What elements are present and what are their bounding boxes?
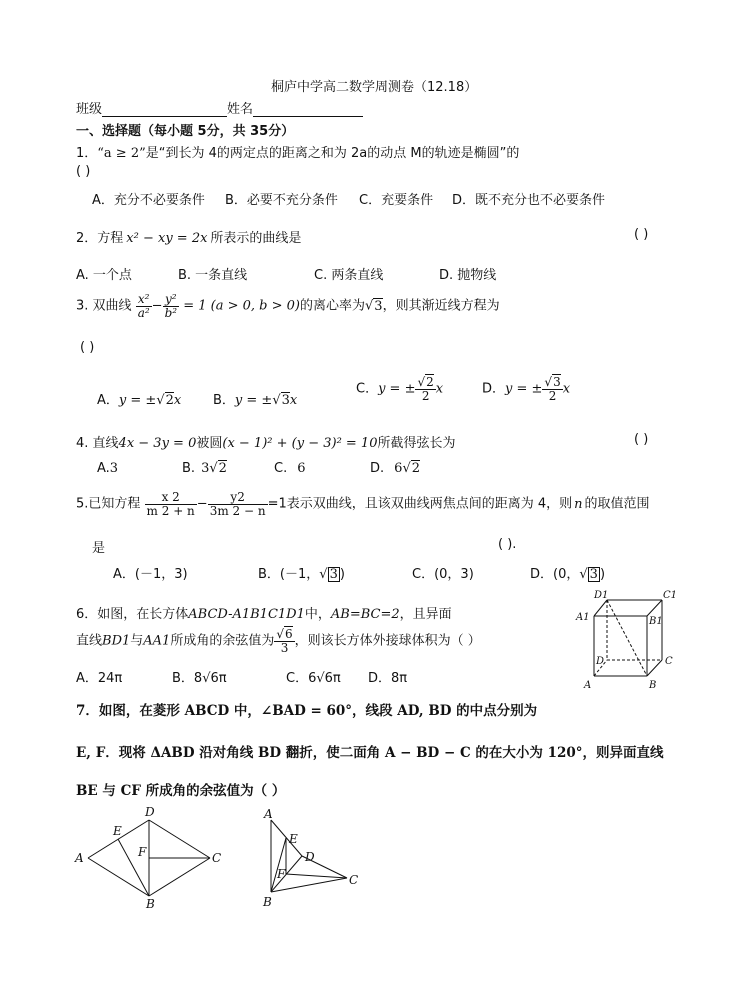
q4-option-a [97,461,118,476]
q5-text-b: 的取值范围 [584,496,650,512]
q4-option-d-label: D. [370,461,385,476]
q3-option-d-label: D． [482,381,506,397]
label-b: B [263,895,272,909]
question-7-line-3: BE 与 CF 所成角的余弦值为（ ） [76,783,286,799]
q6-cos-den: 3 [280,640,289,655]
q3-answer-paren: ( ) [80,340,95,355]
question-7-line-2: E, F．现将 ΔABD 沿对角线 BD 翻折，使二面角 A − BD − C 的在大小为 120°，则异面直线 [76,745,664,761]
q4-text: 所截得弦长为 [377,436,456,451]
q6-line-bd1: BD1 [102,633,131,649]
q4-option-b: B. 3√2 [182,461,227,476]
q3-frac-y-den: b² [164,305,178,320]
q6-text-e: 与 [130,633,144,649]
q3-option-c-label: C． [356,381,379,397]
q3-frac-x [136,293,152,319]
q5-answer-paren: ( ). [498,537,517,552]
q5-frac-1-den: m 2 + n [146,503,195,518]
label-b1: B1 [649,616,663,627]
q3-option-d [482,376,570,402]
q3-equation-rest: = 1 (a > 0, b > 0) [179,298,300,314]
q5-frac-1 [145,491,197,517]
segment-fc [286,874,347,878]
q3-option-c-frac [415,376,435,402]
q3-frac-x-num: x² [136,293,152,307]
edge-cb [149,858,210,896]
diagonal-bd1 [607,600,647,676]
q3-option-c-rad: 2 [426,375,434,389]
edge-bc [647,660,662,676]
q4-option-d: D. 6√2 [370,461,421,476]
label-b: B [649,680,657,691]
q6-text-d: 直线 [76,633,103,649]
label-f: F [277,867,286,881]
q6-option-a: A．24π [76,671,123,686]
question-7-line-1: 7．如图，在菱形 ABCD 中，∠BAD = 60°，线段 AD, BD 的中点分别为 [76,703,538,719]
label-c: C [212,851,222,865]
q3-option-d-den: 2 [548,388,557,403]
q6-text-c: ，且异面 [399,607,452,622]
label-f: F [138,845,147,859]
label-a1: A1 [576,612,590,623]
q3-option-c-pre: y = ± [378,381,416,397]
q5-option-d-rad: 3 [589,567,598,582]
q1-option-d: D．既不充分也不必要条件 [452,193,606,208]
q2-option-d: D. 抛物线 [439,268,497,283]
q4-option-b-rad: 2 [218,461,227,476]
q6-option-c: C．6√6π [286,671,341,686]
q3-option-b-rad: 3 [281,393,290,408]
q3-option-c [356,376,443,402]
q6-text-b: 中， [304,607,331,622]
q6-cos-value [274,628,294,654]
q1-option-c: C．充要条件 [359,193,434,208]
q2-option-c: C. 两条直线 [314,268,384,283]
q4-option-b-pre: 3 [201,461,210,476]
q6-text-g: ，则该长方体外接球体积为（ ） [294,633,481,649]
q5-variable-n: n [574,496,583,512]
q6-text-f: 所成角的余弦值为 [170,633,275,649]
q3-option-b-label: B． [213,393,235,408]
class-label: 班级 [76,102,103,117]
label-c: C [349,873,359,887]
page-title: 桐庐中学高二数学周测卷（12.18） [271,80,478,95]
label-e: E [113,824,122,838]
q4-option-d-pre: 6 [394,461,403,476]
q1-option-a: A．充分不必要条件 [92,193,205,208]
question-6-line-2 [76,628,481,654]
edge-ba [88,858,149,896]
q4-option-a-label: A. [97,461,110,476]
q6-cos-rad: 6 [285,627,293,641]
q6-solid-name: ABCD-A1B1C1D1 [188,607,305,622]
q1-number: 1． [76,146,98,161]
edge-a1d1 [594,600,607,616]
class-blank [102,116,227,117]
q5-frac-2 [208,491,268,517]
q5-text: 表示双曲线，且该双曲线两焦点间的距离为 4，则 [286,496,573,512]
q2-option-b: B. 一条直线 [178,268,248,283]
q3-option-c-num: √2 [417,375,434,389]
question-4 [76,432,456,451]
q3-option-a-pre: y = ± [118,393,157,408]
q6-cuboid-figure [570,588,690,693]
name-label: 姓名 [227,102,254,117]
label-a: A [264,807,273,821]
q4-option-c-value: 6 [297,461,306,476]
q3-frac-y-num: y² [163,293,180,307]
q4-option-c-label: C. [274,461,288,476]
q3-number: 3. 双曲线 [76,298,132,314]
label-e: E [289,832,298,846]
label-d: D [596,656,605,667]
label-b: B [146,897,155,910]
q4-line-equation: 4x − 3y = 0 [118,436,197,451]
q5-option-b: B．(－1，√ 3 ) [258,567,345,582]
q5-frac-2-den: 3m 2 − n [209,503,266,518]
q5-option-d-text: D．(0， [530,567,580,582]
q5-eq-tail: =1 [267,496,287,512]
section-heading: 一、选择题（每小题 5分，共 35分） [76,124,295,139]
q3-option-c-post: x [435,381,444,397]
q3-option-d-frac [542,376,562,402]
q4-option-d-rad: 2 [411,461,421,476]
q5-option-b-rad: 3 [329,567,338,582]
q6-option-d: D．8π [368,671,408,686]
q3-option-a-post: x [173,393,182,408]
q5-option-c: C．(0，3) [412,567,474,582]
q1-condition: “a ≥ 2” [97,146,146,161]
q4-circle-equation: (x − 1)² + (y − 3)² = 10 [222,436,378,451]
label-c1: C1 [663,590,678,601]
q3-option-a-rad: 2 [165,393,174,408]
q5-frac-1-num: x 2 [145,491,197,505]
question-2 [76,227,301,246]
question-6-line-1 [76,603,452,622]
question-3: 3. 双曲线 $\frac{\text{x²}}{\text{a²}}$ − $\frac{\text{y²}}{\text{b²}}$ = 1 (a > 0, b > 0)的离心率为√3，则其渐近线方程为 [76,292,500,320]
q4-option-b-label: B. [182,461,196,476]
question-5: 5.已知方程 $\frac{x 2}{m 2 + n}$ − $\frac{y2}{3m 2 - n}$ =1表示双曲线，且该双曲线两焦点间的距离为 4，则 n 的取值范围 [76,490,650,518]
q6-text-a: 6．如图，在长方体 [76,607,189,622]
q6-option-b: B．8√6π [172,671,227,686]
q3-option-b-pre: y = ± [234,393,273,408]
student-info-line [76,98,363,117]
q2-option-a: A. 一个点 [76,268,132,283]
q2-equation: x² − xy = 2x [126,231,208,246]
q5-option-a: A．(－1，3) [113,567,188,582]
q6-cos-num: √6 [276,627,293,641]
q7-folded-figure [255,806,375,910]
q5-option-d-close: ) [599,567,606,582]
q3-frac-y [163,293,180,319]
q1-option-b: B．必要不充分条件 [225,193,338,208]
q5-option-d: D．(0，√ 3 ) [530,567,606,582]
q5-number: 5.已知方程 [76,496,141,512]
q3-option-a: A．y = ±√2x [97,393,182,408]
q6-line-aa1: AA1 [143,633,171,649]
q5-line-2: 是 [92,541,106,556]
q2-number: 2．方程 [76,231,124,246]
name-blank [253,116,363,117]
q4-answer-paren: ( ) [634,432,649,447]
q4-number: 4. 直线 [76,436,119,451]
q1-answer-paren: ( ) [76,164,91,179]
label-d: D [145,806,155,819]
q3-option-a-label: A． [97,393,119,408]
q5-option-b-text: B．(－1， [258,567,320,582]
q6-condition: AB=BC=2 [330,607,400,622]
label-a: A [75,851,84,865]
q3-text-b: ，则其渐近线方程为 [382,298,500,314]
q5-option-b-close: ) [339,567,345,582]
q2-answer-paren: ( ) [634,227,649,242]
q4-option-a-value: 3 [109,461,119,476]
q3-eccentricity: 3 [374,298,383,314]
q3-text-a: 的离心率为 [299,298,365,314]
label-d: D [305,850,315,864]
q3-option-d-post: x [562,381,571,397]
edge-b1c1 [647,600,662,616]
q3-option-b: B．y = ±√3x [213,393,298,408]
q1-text: 是“到长为 4的两定点的距离之和为 2a的动点 M的轨迹是椭圆”的 [145,146,520,161]
q3-frac-x-den: a² [137,305,150,320]
q4-text-mid: 被圆 [196,436,223,451]
q7-rhombus-figure [70,806,230,910]
q3-option-d-num: √3 [544,375,561,389]
q2-text: 所表示的曲线是 [210,231,302,246]
label-a: A [584,680,592,691]
q3-option-c-den: 2 [421,388,430,403]
q4-option-c [274,461,306,476]
question-1 [76,142,519,161]
q3-option-d-pre: y = ± [505,381,543,397]
label-d1: D1 [594,590,609,601]
q3-option-d-rad: 3 [553,375,561,389]
label-c: C [665,656,673,667]
q3-option-b-post: x [289,393,298,408]
edge-dc [149,820,210,858]
q5-frac-2-num: y2 [208,491,268,505]
